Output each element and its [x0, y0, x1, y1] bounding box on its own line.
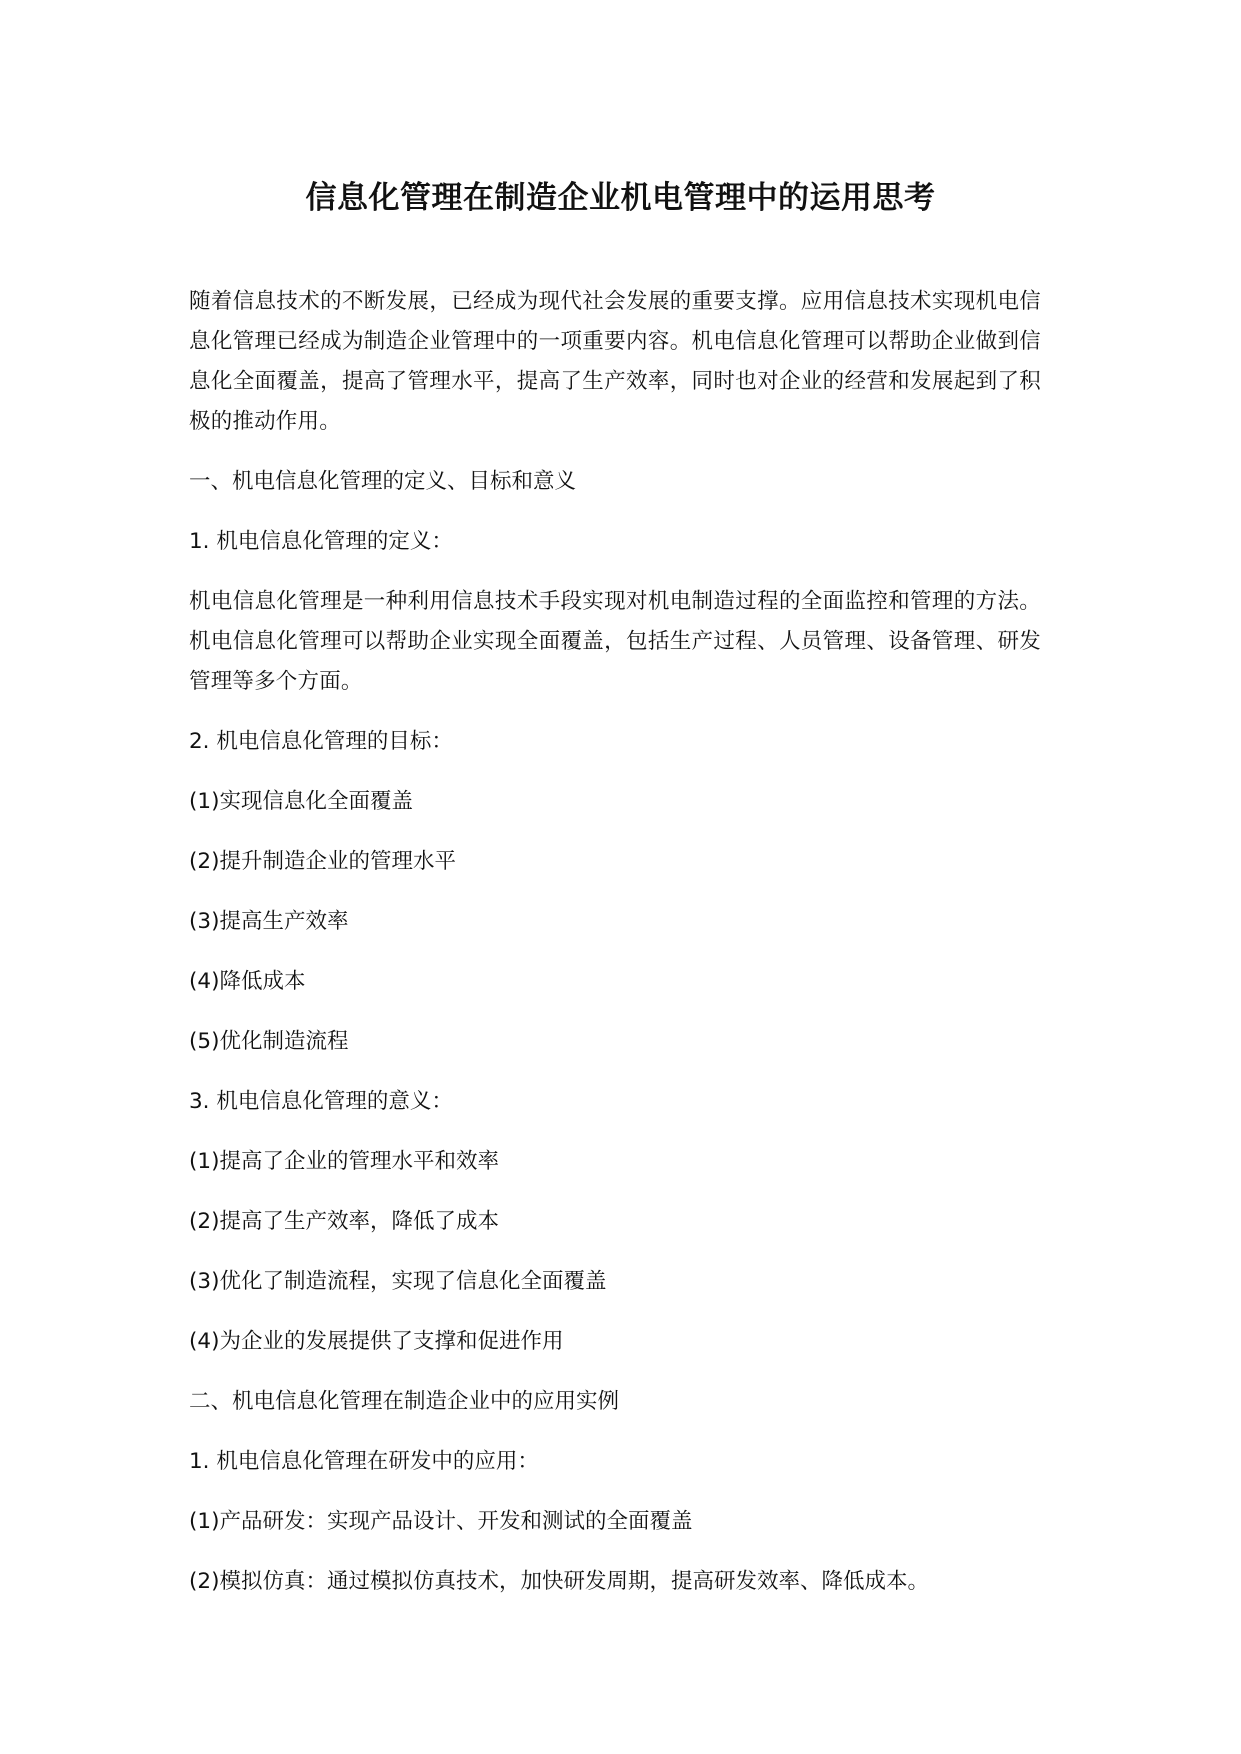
list-item: (1)提高了企业的管理水平和效率: [189, 1149, 499, 1174]
subsection-heading: 2. 机电信息化管理的目标：: [189, 729, 453, 754]
list-item: (4)降低成本: [189, 969, 306, 994]
list-item: (4)为企业的发展提供了支撑和促进作用: [189, 1329, 564, 1354]
list-item: (1)实现信息化全面覆盖: [189, 789, 413, 814]
intro-paragraph: 随着信息技术的不断发展，已经成为现代社会发展的重要支撑。应用信息技术实现机电信息化管理已经成为制造企业管理中的一项重要内容。机电信息化管理可以帮助企业做到信息化全面覆盖，提高了管理水平，提高了生产效率，同时也对企业的经营和发展起到了积极的推动作用。: [189, 289, 1041, 434]
section-heading: 二、机电信息化管理在制造企业中的应用实例: [189, 1389, 620, 1414]
list-item: (1)产品研发：实现产品设计、开发和测试的全面覆盖: [189, 1509, 693, 1534]
subsection-heading: 1. 机电信息化管理在研发中的应用：: [189, 1449, 539, 1474]
document-body: [189, 282, 1041, 1622]
list-item: (2)模拟仿真：通过模拟仿真技术，加快研发周期，提高研发效率、降低成本。: [189, 1569, 929, 1594]
list-item: (5)优化制造流程: [189, 1029, 349, 1054]
subsection-heading: 3. 机电信息化管理的意义：: [189, 1089, 453, 1114]
list-item: (3)优化了制造流程，实现了信息化全面覆盖: [189, 1269, 607, 1294]
definition-paragraph: 机电信息化管理是一种利用信息技术手段实现对机电制造过程的全面监控和管理的方法。机电信息化管理可以帮助企业实现全面覆盖，包括生产过程、人员管理、设备管理、研发管理等多个方面。: [189, 589, 1041, 694]
list-item: (2)提升制造企业的管理水平: [189, 849, 456, 874]
document-title: 信息化管理在制造企业机电管理中的运用思考: [305, 180, 936, 216]
list-item: (2)提高了生产效率，降低了成本: [189, 1209, 499, 1234]
section-heading: 一、机电信息化管理的定义、目标和意义: [189, 469, 577, 494]
subsection-heading: 1. 机电信息化管理的定义：: [189, 529, 453, 554]
list-item: (3)提高生产效率: [189, 909, 349, 934]
